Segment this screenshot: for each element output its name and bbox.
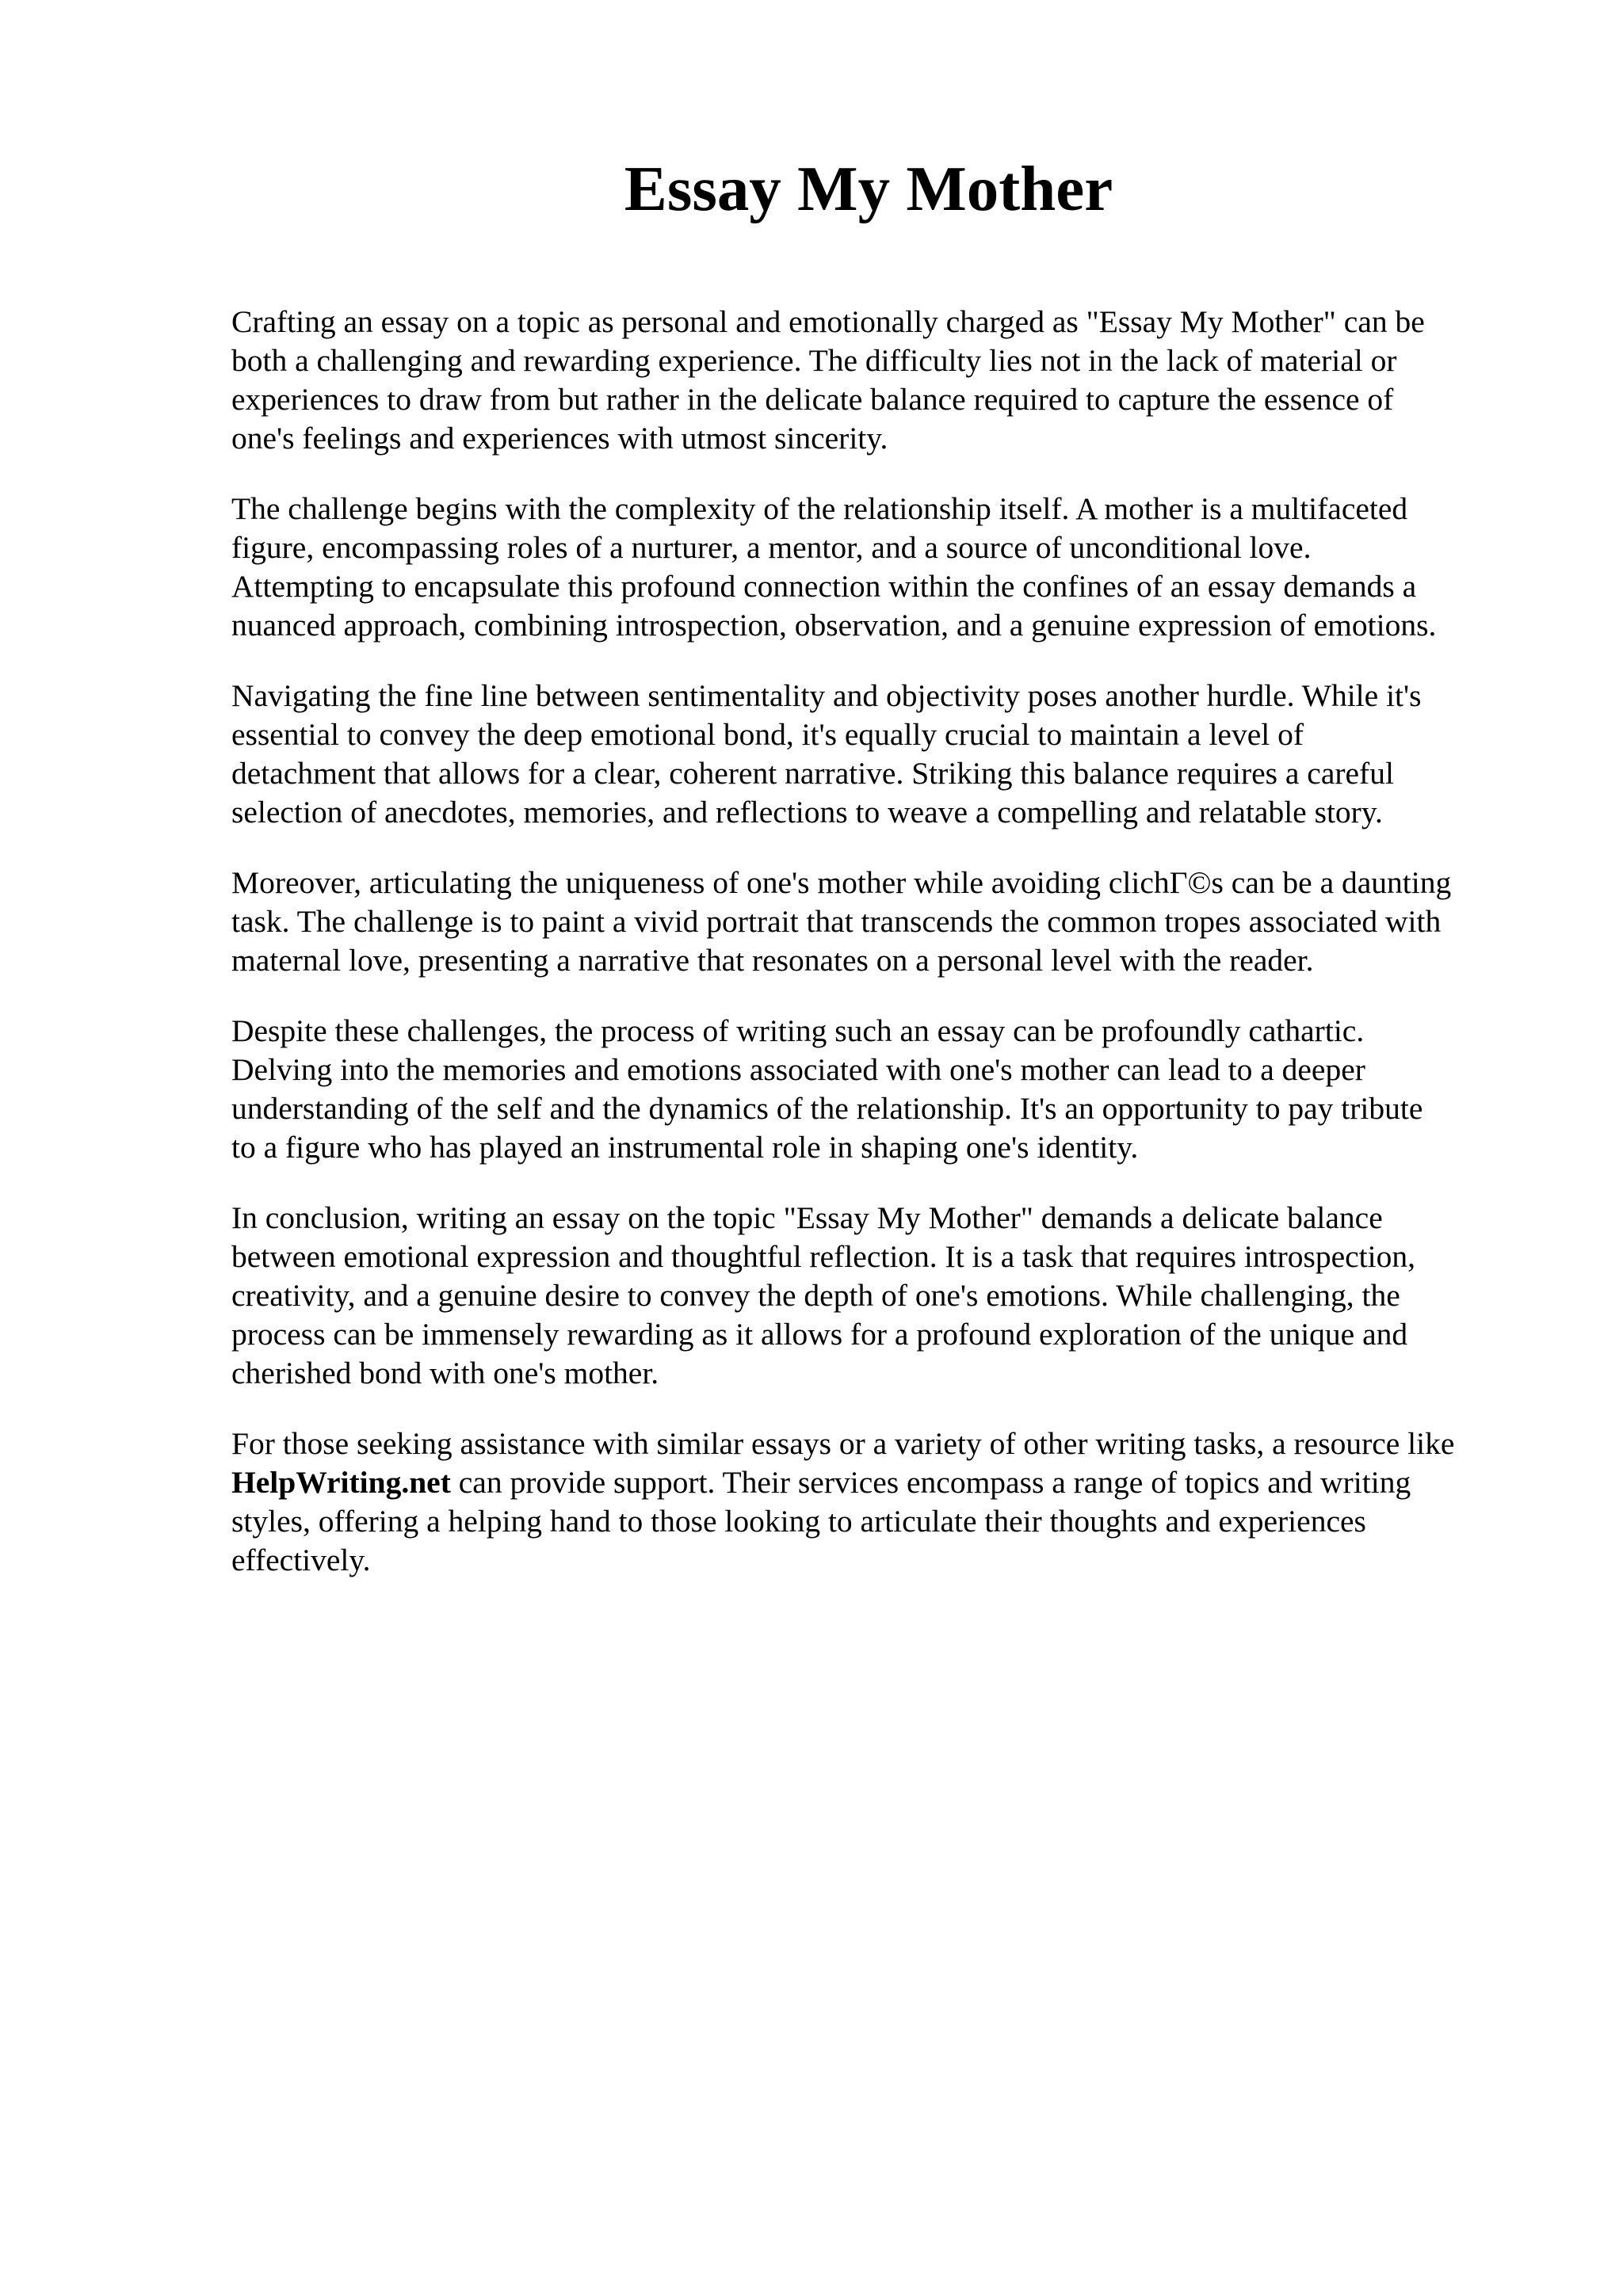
essay-paragraph (231, 303, 1531, 458)
document-body (231, 303, 1531, 1611)
paragraph-line: between emotional expression and thoughtful reflection. It is a task that requires introspection, (231, 1239, 1415, 1274)
paragraph-line: selection of anecdotes, memories, and reflections to weave a compelling and relatable story. (231, 795, 1383, 830)
paragraph-line-text: can provide support. Their services encompass a range of topics and writing (450, 1465, 1411, 1500)
paragraph-line: Crafting an essay on a topic as personal and emotionally charged as "Essay My Mother" can be (231, 304, 1425, 339)
paragraph-line: to a figure who has played an instrumental role in shaping one's identity. (231, 1130, 1139, 1165)
essay-paragraph (231, 1012, 1531, 1167)
paragraph-list (231, 303, 1531, 1393)
paragraph-line: cherished bond with one's mother. (231, 1356, 659, 1390)
essay-paragraph (231, 490, 1531, 645)
paragraph-line: understanding of the self and the dynamics of the relationship. It's an opportunity to pay tribute (231, 1091, 1423, 1126)
paragraph-line: Navigating the fine line between sentimentality and objectivity poses another hurdle. While it's (231, 678, 1422, 713)
paragraph-line: In conclusion, writing an essay on the topic "Essay My Mother" demands a delicate balance (231, 1200, 1383, 1235)
document-title: Essay My Mother (624, 153, 1113, 224)
closing-paragraph (231, 1425, 1531, 1580)
paragraph-line: process can be immensely rewarding as it allows for a profound exploration of the unique and (231, 1317, 1408, 1352)
paragraph-line: Moreover, articulating the uniqueness of one's mother while avoiding clichΓ©s can be a daunting (231, 865, 1452, 900)
essay-paragraph (231, 677, 1531, 832)
paragraph-line: task. The challenge is to paint a vivid portrait that transcends the common tropes associated with (231, 904, 1442, 939)
paragraph-line: creativity, and a genuine desire to convey the depth of one's emotions. While challenging, the (231, 1278, 1400, 1313)
paragraph-line: both a challenging and rewarding experience. The difficulty lies not in the lack of material or (231, 343, 1397, 378)
paragraph-line: The challenge begins with the complexity of the relationship itself. A mother is a multifaceted (231, 491, 1408, 526)
paragraph-line (231, 1463, 1531, 1502)
paragraph-line: maternal love, presenting a narrative that resonates on a personal level with the reader. (231, 943, 1314, 978)
paragraph-line: detachment that allows for a clear, coherent narrative. Striking this balance requires a careful (231, 756, 1394, 791)
paragraph-line: styles, offering a helping hand to those looking to articulate their thoughts and experiences (231, 1504, 1366, 1539)
paragraph-line: Attempting to encapsulate this profound connection within the confines of an essay demands a (231, 569, 1417, 604)
paragraph-line: For those seeking assistance with similar essays or a variety of other writing tasks, a resource like (231, 1426, 1455, 1461)
essay-paragraph (231, 864, 1531, 980)
paragraph-line: one's feelings and experiences with utmost sincerity. (231, 421, 888, 456)
paragraph-line: figure, encompassing roles of a nurturer, a mentor, and a source of unconditional love. (231, 530, 1312, 565)
essay-paragraph (231, 1199, 1531, 1393)
paragraph-line: effectively. (231, 1543, 371, 1577)
paragraph-line: Delving into the memories and emotions associated with one's mother can lead to a deeper (231, 1052, 1365, 1087)
paragraph-line: essential to convey the deep emotional bond, it's equally crucial to maintain a level of (231, 717, 1304, 752)
helpwriting-link[interactable]: HelpWriting.net (231, 1465, 451, 1500)
paragraph-line: nuanced approach, combining introspection, observation, and a genuine expression of emotions. (231, 608, 1437, 643)
paragraph-line: Despite these challenges, the process of writing such an essay can be profoundly cathartic. (231, 1013, 1365, 1048)
paragraph-line: experiences to draw from but rather in the delicate balance required to capture the essence of (231, 382, 1394, 417)
